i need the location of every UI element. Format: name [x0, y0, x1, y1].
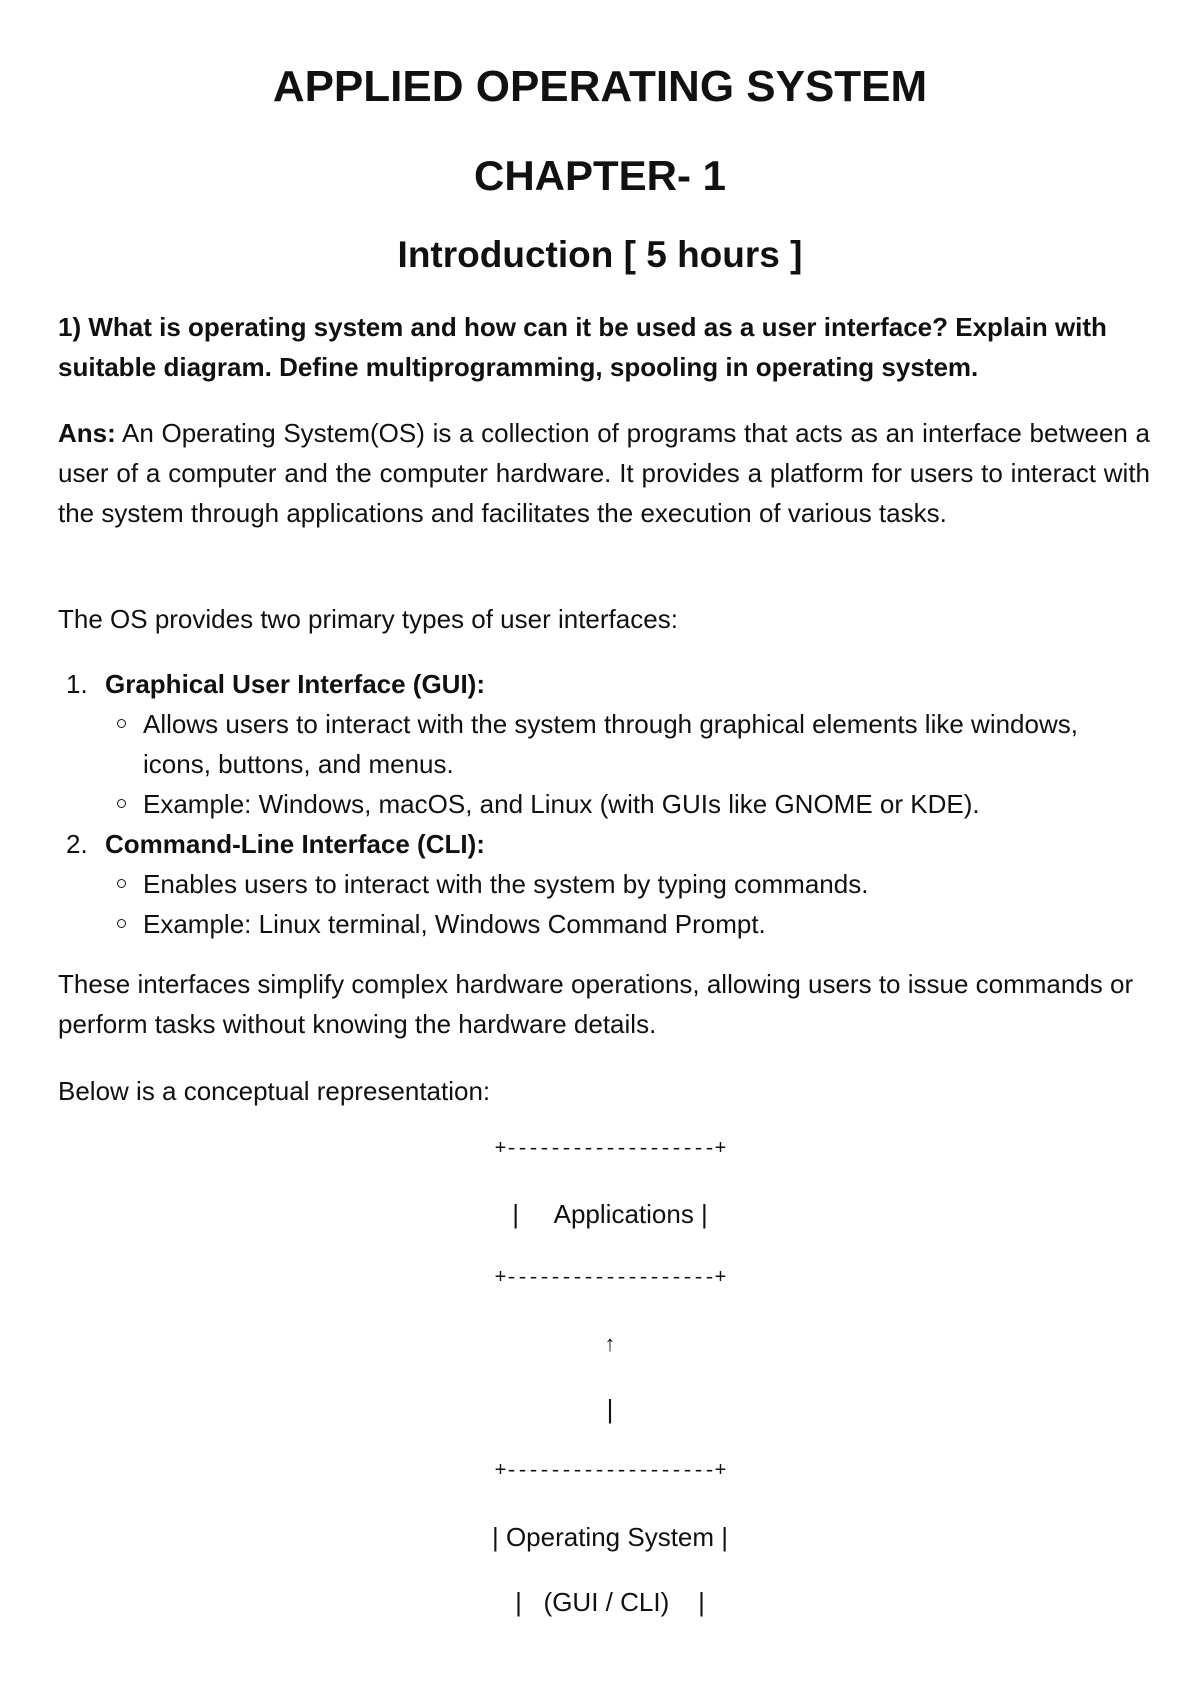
interface-list [58, 664, 1150, 944]
diagram-border-bottom: +-------------------+ [494, 1267, 726, 1290]
sub-list [105, 864, 1150, 944]
sub-item-text: Example: Linux terminal, Windows Command Prompt. [143, 909, 766, 939]
diagram-os-subtitle: | (GUI / CLI) | [515, 1587, 705, 1617]
sub-list [105, 704, 1150, 824]
list-item-gui [58, 664, 1150, 824]
answer-text: An Operating System(OS) is a collection of programs that acts as an interface between a user of a computer and the computer hardware. It provides a platform for users to interact with the system through applications and facilitates the execution of various tasks. [58, 418, 1150, 528]
answer-paragraph [58, 413, 1150, 533]
answer-label: Ans: [58, 418, 116, 448]
interfaces-intro: The OS provides two primary types of user interfaces: [58, 604, 678, 634]
sub-item-text: Example: Windows, macOS, and Linux (with GUIs like GNOME or KDE). [143, 789, 980, 819]
diagram-up-arrow-icon: ↑ [604, 1331, 616, 1356]
section-heading: Introduction [ 5 hours ] [397, 234, 803, 275]
document-title: APPLIED OPERATING SYSTEM [272, 62, 928, 111]
sub-list-item [105, 784, 1150, 824]
chapter-heading: CHAPTER- 1 [473, 152, 727, 199]
diagram-connector: | [606, 1394, 614, 1424]
list-number: 2. [66, 829, 88, 859]
sub-item-text: Allows users to interact with the system through graphical elements like windows, icons, buttons, and menus. [143, 709, 1078, 779]
circle-bullet-icon [117, 799, 126, 808]
diagram-border-top: +-------------------+ [494, 1138, 726, 1161]
list-number: 1. [66, 669, 88, 699]
diagram-applications-box: | Applications | [512, 1199, 708, 1229]
diagram-os-border-top: +-------------------+ [494, 1460, 726, 1483]
circle-bullet-icon [117, 719, 126, 728]
list-item-cli [58, 824, 1150, 944]
sub-list-item [105, 864, 1150, 904]
question-text: 1) What is operating system and how can it be used as a user interface? Explain with suitable diagram. Define multiprogramming, spooling in operating system. [58, 312, 1107, 382]
sub-list-item [105, 904, 1150, 944]
list-item-title: Graphical User Interface (GUI): [105, 669, 485, 699]
circle-bullet-icon [117, 879, 126, 888]
list-item-title: Command-Line Interface (CLI): [105, 829, 485, 859]
sub-item-text: Enables users to interact with the system by typing commands. [143, 869, 869, 899]
diagram-os-box: | Operating System | [491, 1522, 729, 1552]
diagram-intro: Below is a conceptual representation: [58, 1076, 491, 1106]
circle-bullet-icon [117, 919, 126, 928]
summary-paragraph: These interfaces simplify complex hardware operations, allowing users to issue commands or perform tasks without knowing the hardware details. [58, 969, 1134, 1039]
sub-list-item [105, 704, 1150, 784]
